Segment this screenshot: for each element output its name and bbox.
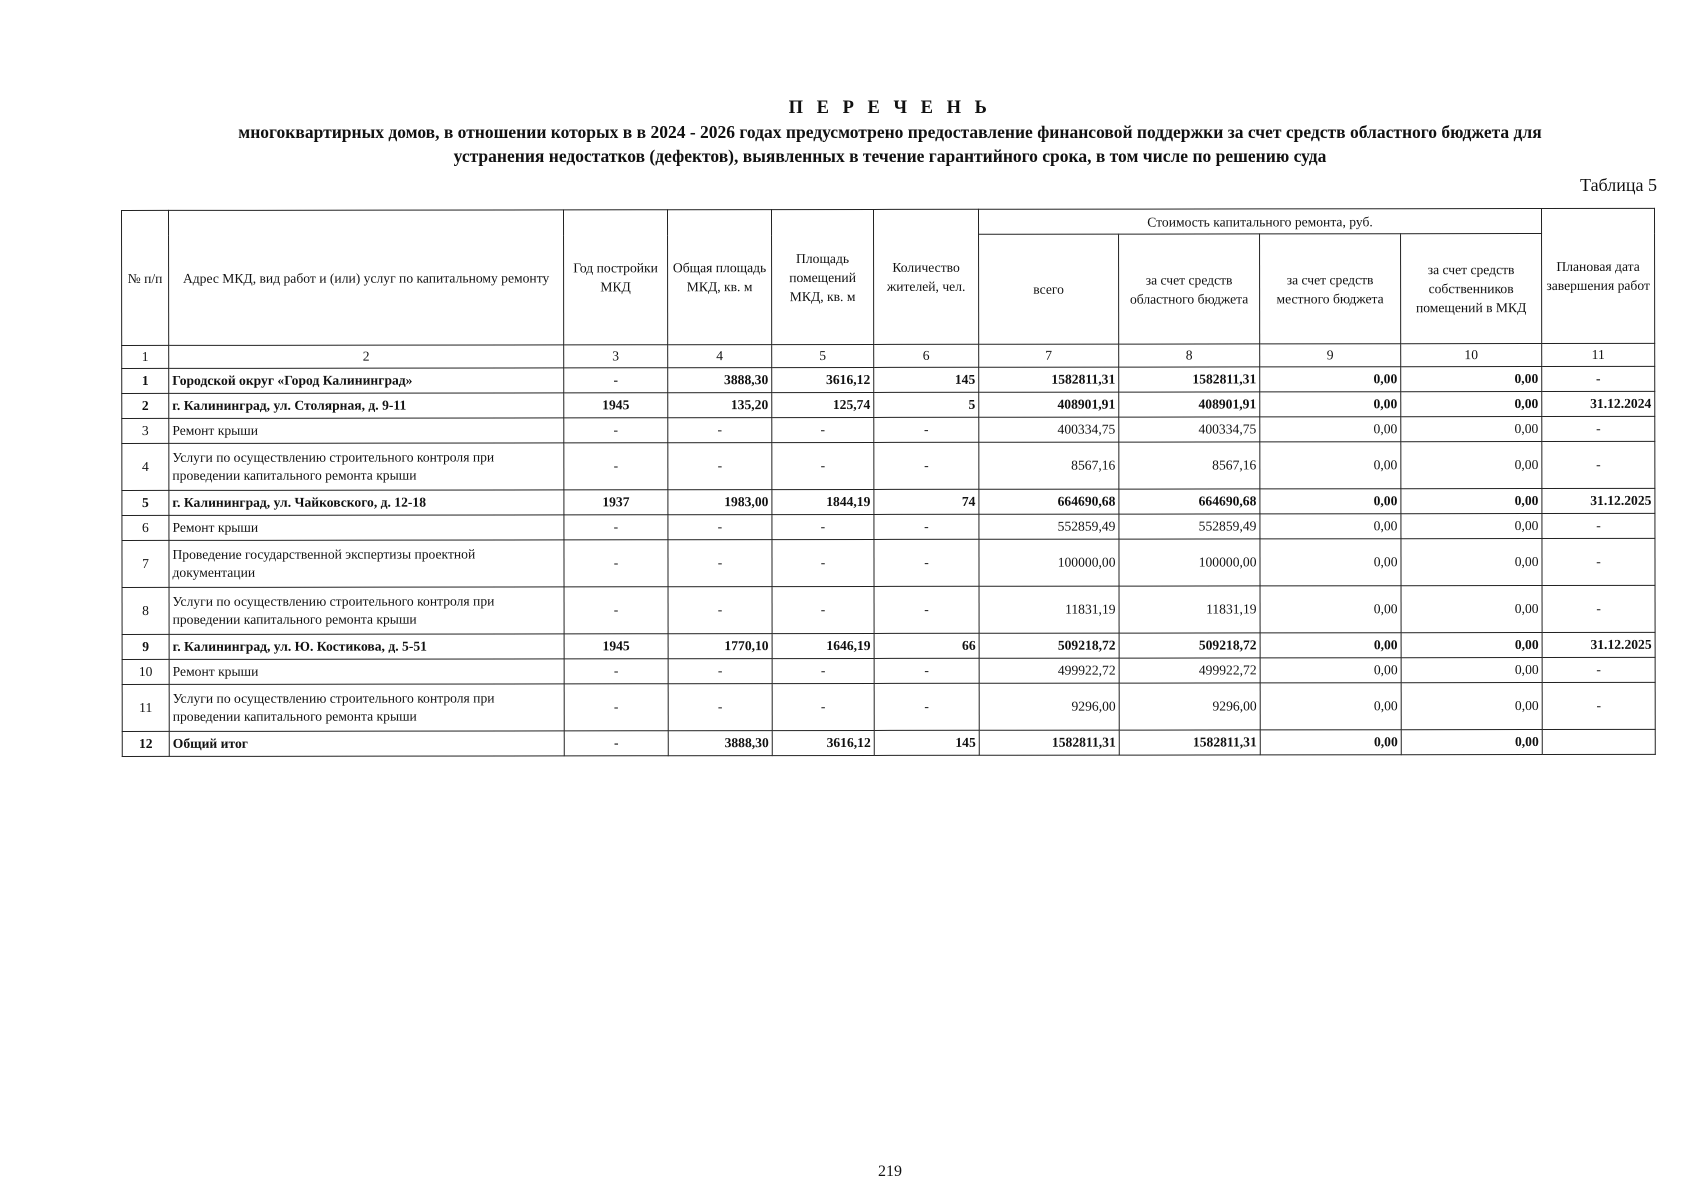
cell-address: Городской округ «Город Калининград» (169, 368, 564, 394)
cell-cost-total: 11831,19 (979, 586, 1119, 633)
column-number: 5 (772, 344, 874, 367)
cell-room-area: 1646,19 (772, 633, 874, 658)
cell-cost-owners: 0,00 (1401, 633, 1542, 658)
cell-address: Ремонт крыши (169, 659, 564, 685)
table-row (122, 682, 1655, 731)
cell-row-number: 1 (122, 368, 169, 393)
cell-row-number: 3 (122, 418, 169, 443)
cell-cost-local: 0,00 (1260, 514, 1401, 539)
cell-row-number: 9 (122, 634, 169, 659)
header-cost-regional: за счет средств областного бюджета (1119, 234, 1260, 344)
table-row (122, 632, 1655, 659)
cell-cost-regional: 400334,75 (1119, 417, 1260, 442)
cell-row-number: 4 (122, 443, 169, 490)
cell-room-area: - (772, 586, 874, 633)
cell-cost-owners: 0,00 (1401, 392, 1542, 417)
cell-planned-date (1542, 729, 1655, 754)
table-label: Таблица 5 (1580, 175, 1657, 195)
column-number: 1 (122, 345, 169, 368)
cell-cost-owners: 0,00 (1401, 417, 1542, 442)
table-row (122, 391, 1655, 418)
table-row (122, 657, 1655, 684)
cell-total-area: 1983,00 (668, 490, 772, 515)
cell-year: - (564, 418, 668, 443)
cell-cost-local: 0,00 (1260, 730, 1401, 755)
cell-cost-local: 0,00 (1260, 539, 1401, 586)
cell-address: Проведение государственной экспертизы проектной документации (169, 540, 564, 588)
cell-address: г. Калининград, ул. Столярная, д. 9-11 (169, 393, 564, 419)
cell-cost-local: 0,00 (1260, 586, 1401, 633)
cell-room-area: 125,74 (772, 392, 874, 417)
cell-cost-owners: 0,00 (1401, 586, 1542, 633)
cell-cost-owners: 0,00 (1401, 658, 1542, 683)
cell-residents: - (874, 683, 979, 730)
cell-row-number: 8 (122, 587, 169, 634)
cell-residents: 5 (874, 392, 979, 417)
cell-planned-date: - (1542, 441, 1655, 488)
cell-cost-total: 9296,00 (979, 683, 1119, 730)
header-room-area: Площадь помещений МКД, кв. м (772, 209, 874, 344)
cell-planned-date: - (1542, 416, 1655, 441)
cell-total-area: 3888,30 (668, 731, 772, 756)
cell-cost-regional: 100000,00 (1119, 539, 1260, 586)
cell-cost-regional: 499922,72 (1119, 658, 1260, 683)
cell-cost-total: 499922,72 (979, 658, 1119, 683)
cell-cost-regional: 1582811,31 (1119, 730, 1260, 755)
cell-cost-total: 100000,00 (979, 539, 1119, 586)
table-row (122, 366, 1655, 393)
header-residents: Количество жителей, чел. (873, 209, 978, 344)
cell-cost-total: 1582811,31 (979, 730, 1119, 755)
cell-cost-local: 0,00 (1260, 392, 1401, 417)
cell-planned-date: 31.12.2025 (1542, 632, 1655, 657)
header-cost-owners: за счет средств собственников помещений в МКД (1401, 234, 1542, 344)
cell-cost-owners: 0,00 (1401, 489, 1542, 514)
table-row (122, 513, 1655, 540)
cell-year: - (564, 515, 668, 540)
cell-year: 1945 (564, 634, 668, 659)
cell-room-area: 1844,19 (772, 489, 874, 514)
column-number: 6 (874, 344, 979, 367)
cell-room-area: 3616,12 (772, 730, 874, 755)
column-number: 3 (564, 345, 668, 368)
header-planned-date: Плановая дата завершения работ (1542, 208, 1655, 343)
cell-year: - (564, 587, 668, 634)
cell-total-area: - (668, 659, 772, 684)
table-body (122, 366, 1656, 756)
table-row (122, 416, 1655, 443)
column-number: 9 (1260, 344, 1401, 367)
cell-cost-total: 400334,75 (979, 417, 1119, 442)
column-number: 2 (169, 345, 564, 369)
cell-cost-owners: 0,00 (1401, 367, 1542, 392)
header-total-area: Общая площадь МКД, кв. м (668, 210, 772, 345)
cell-address: Ремонт крыши (169, 515, 564, 541)
cell-address: Услуги по осуществлению строительного контроля при проведении капитального ремонта крыши (169, 443, 564, 491)
cell-total-area: - (668, 443, 772, 490)
cell-address: Ремонт крыши (169, 418, 564, 444)
column-number: 11 (1542, 343, 1655, 366)
cell-cost-local: 0,00 (1260, 367, 1401, 392)
cell-cost-regional: 552859,49 (1119, 514, 1260, 539)
cell-room-area: - (772, 417, 874, 442)
table-row (122, 488, 1655, 515)
cell-cost-owners: 0,00 (1401, 514, 1542, 539)
column-number: 10 (1401, 344, 1542, 367)
cell-cost-regional: 509218,72 (1119, 633, 1260, 658)
document-subtitle (120, 120, 1660, 168)
cell-cost-owners: 0,00 (1401, 683, 1542, 730)
cell-cost-regional: 8567,16 (1119, 442, 1260, 489)
cell-year: - (564, 659, 668, 684)
cell-cost-local: 0,00 (1260, 633, 1401, 658)
cell-cost-local: 0,00 (1260, 417, 1401, 442)
cell-cost-local: 0,00 (1260, 683, 1401, 730)
cell-cost-regional: 1582811,31 (1119, 367, 1260, 392)
cell-planned-date: - (1542, 366, 1655, 391)
cell-planned-date: 31.12.2025 (1542, 488, 1655, 513)
cell-year: - (564, 368, 668, 393)
cell-year: 1945 (564, 393, 668, 418)
cell-year: - (564, 684, 668, 731)
cell-room-area: - (772, 514, 874, 539)
table-row (122, 441, 1655, 490)
cell-row-number: 7 (122, 540, 169, 587)
cell-residents: 74 (874, 489, 979, 514)
cell-residents: 66 (874, 633, 979, 658)
cell-cost-total: 552859,49 (979, 514, 1119, 539)
subtitle-line-2: устранения недостатков (дефектов), выявленных в течение гарантийного срока, в том числе по решению суда (453, 146, 1327, 166)
cell-row-number: 6 (122, 515, 169, 540)
cell-room-area: 3616,12 (772, 367, 874, 392)
document-title: П Е Р Е Ч Е Н Ь (788, 98, 992, 118)
cell-address: Услуги по осуществлению строительного контроля при проведении капитального ремонта крыши (169, 684, 564, 732)
cell-cost-regional: 408901,91 (1119, 392, 1260, 417)
cell-planned-date: - (1542, 657, 1655, 682)
header-num: № п/п (122, 210, 169, 345)
header-cost-group: Стоимость капитального ремонта, руб. (978, 209, 1541, 235)
cell-cost-regional: 664690,68 (1119, 489, 1260, 514)
cell-cost-regional: 11831,19 (1119, 586, 1260, 633)
cell-cost-total: 8567,16 (979, 442, 1119, 489)
cell-total-area: 135,20 (668, 393, 772, 418)
cell-cost-local: 0,00 (1260, 658, 1401, 683)
cell-residents: - (874, 586, 979, 633)
cell-cost-local: 0,00 (1260, 442, 1401, 489)
cell-row-number: 11 (122, 684, 169, 731)
cell-address: г. Калининград, ул. Ю. Костикова, д. 5-51 (169, 634, 564, 660)
cell-total-area: - (668, 684, 772, 731)
cell-total-area: - (668, 418, 772, 443)
cell-row-number: 10 (122, 659, 169, 684)
cell-cost-owners: 0,00 (1401, 442, 1542, 489)
column-number: 7 (979, 344, 1119, 367)
cell-row-number: 2 (122, 393, 169, 418)
cell-cost-total: 509218,72 (979, 633, 1119, 658)
cell-cost-total: 1582811,31 (979, 367, 1119, 392)
column-number: 4 (668, 345, 772, 368)
page-number: 219 (878, 1163, 902, 1180)
subtitle-line-1: многоквартирных домов, в отношении которых в в 2024 - 2026 годах предусмотрено предоставление финансовой поддержки за счет средств областного бюджета для (238, 122, 1542, 142)
cell-room-area: - (772, 539, 874, 586)
cell-address: Услуги по осуществлению строительного контроля при проведении капитального ремонта крыши (169, 587, 564, 635)
table-row (122, 729, 1655, 756)
cell-row-number: 12 (122, 731, 169, 756)
cell-address: г. Калининград, ул. Чайковского, д. 12-18 (169, 490, 564, 516)
cell-residents: - (874, 658, 979, 683)
cell-year: - (564, 731, 668, 756)
cell-total-area: 1770,10 (668, 634, 772, 659)
cell-total-area: - (668, 587, 772, 634)
cell-planned-date: - (1542, 682, 1655, 729)
header-year: Год постройки МКД (564, 210, 668, 345)
cell-planned-date: - (1542, 585, 1655, 632)
repair-list-table (121, 208, 1656, 757)
cell-residents: - (874, 417, 979, 442)
cell-residents: 145 (874, 367, 979, 392)
cell-planned-date: - (1542, 513, 1655, 538)
table-row (122, 538, 1655, 587)
cell-cost-total: 664690,68 (979, 489, 1119, 514)
cell-planned-date: 31.12.2024 (1542, 391, 1655, 416)
header-address: Адрес МКД, вид работ и (или) услуг по капитальному ремонту (169, 210, 564, 346)
cell-residents: 145 (874, 730, 979, 755)
cell-row-number: 5 (122, 490, 169, 515)
cell-total-area: 3888,30 (668, 368, 772, 393)
cell-room-area: - (772, 683, 874, 730)
cell-cost-total: 408901,91 (979, 392, 1119, 417)
cell-address: Общий итог (169, 731, 564, 757)
cell-residents: - (874, 442, 979, 489)
cell-cost-owners: 0,00 (1401, 539, 1542, 586)
table-row (122, 585, 1655, 634)
cell-year: - (564, 540, 668, 587)
cell-cost-local: 0,00 (1260, 489, 1401, 514)
cell-total-area: - (668, 515, 772, 540)
column-number: 8 (1119, 344, 1260, 367)
cell-cost-regional: 9296,00 (1119, 683, 1260, 730)
cell-room-area: - (772, 442, 874, 489)
cell-room-area: - (772, 658, 874, 683)
cell-total-area: - (668, 540, 772, 587)
cell-planned-date: - (1542, 538, 1655, 585)
cell-cost-owners: 0,00 (1401, 730, 1542, 755)
header-cost-local: за счет средств местного бюджета (1260, 234, 1401, 344)
cell-year: 1937 (564, 490, 668, 515)
cell-residents: - (874, 514, 979, 539)
header-cost-total: всего (979, 234, 1119, 344)
cell-year: - (564, 443, 668, 490)
column-number-row (122, 343, 1655, 368)
cell-residents: - (874, 539, 979, 586)
